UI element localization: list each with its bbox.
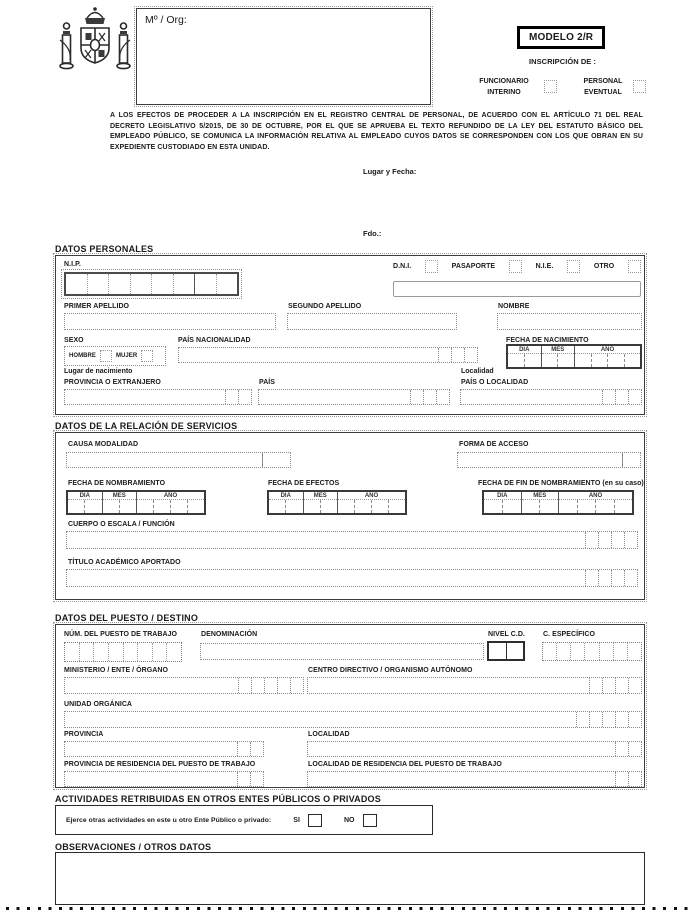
ministerio-label: MINISTERIO / ENTE / ÓRGANO xyxy=(64,667,168,674)
pasaporte-checkbox[interactable] xyxy=(509,260,522,273)
si-checkbox[interactable] xyxy=(308,814,322,827)
causa-modalidad-label: CAUSA MODALIDAD xyxy=(68,441,139,448)
dni-label: D.N.I. xyxy=(393,263,412,270)
provincia-extranjero-input[interactable] xyxy=(64,389,252,405)
ano-header: AÑO xyxy=(575,346,640,354)
section-title-puesto-destino: DATOS DEL PUESTO / DESTINO xyxy=(55,613,199,623)
segundo-apellido-input[interactable] xyxy=(287,313,457,330)
pais-localidad-input[interactable] xyxy=(460,389,642,405)
primer-apellido-label: PRIMER APELLIDO xyxy=(64,303,130,310)
denominacion-input[interactable] xyxy=(200,643,484,660)
localidad-label: Localidad xyxy=(461,368,494,375)
unidad-organica-label: UNIDAD ORGÁNICA xyxy=(64,701,133,708)
pais-localidad-label: PAÍS O LOCALIDAD xyxy=(461,379,529,386)
causa-modalidad-input[interactable] xyxy=(66,452,291,468)
sexo-label: SEXO xyxy=(64,337,84,344)
localidad-puesto-label: LOCALIDAD xyxy=(308,731,350,738)
ministerio-input[interactable] xyxy=(64,677,304,694)
provincia-residencia-input[interactable] xyxy=(64,771,264,787)
centro-directivo-label: CENTRO DIRECTIVO / ORGANISMO AUTÓNOMO xyxy=(308,667,473,674)
otro-label: OTRO xyxy=(593,263,615,270)
nip-label: N.I.P. xyxy=(64,261,81,268)
nivel-cd-label: NIVEL C.D. xyxy=(488,631,525,638)
num-puesto-grid[interactable] xyxy=(64,642,182,662)
signature-label: Fdo.: xyxy=(363,229,382,238)
hombre-label: HOMBRE xyxy=(69,353,96,359)
section-relacion-servicios xyxy=(55,432,645,600)
id-document-number-input[interactable] xyxy=(393,281,641,297)
pasaporte-label: PASAPORTE xyxy=(451,263,496,270)
bottom-dotted-separator xyxy=(6,907,694,910)
fecha-efectos-grid[interactable] xyxy=(267,490,407,515)
pais-input[interactable] xyxy=(258,389,450,405)
funcionario-interino-checkbox[interactable] xyxy=(544,80,557,93)
localidad-input[interactable] xyxy=(307,741,642,757)
ministry-org-label: Mº / Org: xyxy=(145,14,187,26)
id-document-row xyxy=(393,260,641,273)
section-title-observaciones: OBSERVACIONES / OTROS DATOS xyxy=(55,842,212,852)
inscription-title: INSCRIPCIÓN DE : xyxy=(528,57,597,66)
section-title-relacion-servicios: DATOS DE LA RELACIÓN DE SERVICIOS xyxy=(55,421,238,431)
mujer-label: MUJER xyxy=(115,353,138,359)
provincia-input[interactable] xyxy=(64,741,264,757)
actividades-question-label: Ejerce otras actividades en este u otro Ente Público o privado: xyxy=(66,816,272,824)
titulo-academico-input[interactable] xyxy=(66,569,638,587)
mujer-checkbox[interactable] xyxy=(141,350,153,362)
provincia-residencia-label: PROVINCIA DE RESIDENCIA DEL PUESTO DE TRABAJO xyxy=(64,761,256,768)
localidad-residencia-input[interactable] xyxy=(307,771,642,787)
actividades-question-box xyxy=(55,805,433,835)
place-date-label: Lugar y Fecha: xyxy=(363,167,417,176)
mes-header: MES xyxy=(542,346,575,354)
section-datos-personales xyxy=(55,255,645,415)
cuerpo-escala-label: CUERPO O ESCALA / FUNCIÓN xyxy=(68,521,175,528)
observaciones-textarea[interactable] xyxy=(55,852,645,905)
dni-checkbox[interactable] xyxy=(425,260,438,273)
pais-nacionalidad-input[interactable] xyxy=(178,347,478,363)
forma-acceso-label: FORMA DE ACCESO xyxy=(459,441,529,448)
si-label: SI xyxy=(293,816,300,824)
pais-label: PAÍS xyxy=(259,379,276,386)
sexo-selector xyxy=(64,346,166,366)
mes-header: MES xyxy=(103,492,137,500)
section-title-datos-personales: DATOS PERSONALES xyxy=(55,244,154,254)
denominacion-label: DENOMINACIÓN xyxy=(201,631,258,638)
fecha-fin-nombramiento-grid[interactable] xyxy=(482,490,634,515)
localidad-residencia-label: LOCALIDAD DE RESIDENCIA DEL PUESTO DE TRABAJO xyxy=(308,761,502,768)
dia-header: DIA xyxy=(508,346,541,354)
hombre-checkbox[interactable] xyxy=(100,350,112,362)
nip-input-grid[interactable] xyxy=(64,272,239,296)
provincia-label: PROVINCIA xyxy=(64,731,104,738)
ano-header: AÑO xyxy=(559,492,632,500)
ministry-org-box[interactable] xyxy=(136,8,431,105)
centro-directivo-input[interactable] xyxy=(307,677,642,694)
nie-checkbox[interactable] xyxy=(567,260,580,273)
dia-header: DIA xyxy=(484,492,521,500)
cuerpo-escala-input[interactable] xyxy=(66,531,638,549)
nombre-input[interactable] xyxy=(497,313,642,330)
fecha-nacimiento-label: FECHA DE NACIMIENTO xyxy=(506,337,589,344)
nivel-cd-grid[interactable] xyxy=(487,641,525,661)
c-especifico-grid[interactable] xyxy=(542,642,642,661)
fecha-nombramiento-label: FECHA DE NOMBRAMIENTO xyxy=(68,480,166,487)
primer-apellido-input[interactable] xyxy=(64,313,276,330)
fecha-fin-nombramiento-label: FECHA DE FIN DE NOMBRAMIENTO (en su caso) xyxy=(478,480,644,487)
fecha-efectos-label: FECHA DE EFECTOS xyxy=(268,480,340,487)
pais-nacionalidad-label: PAÍS NACIONALIDAD xyxy=(178,337,251,344)
lugar-nacimiento-label: Lugar de nacimiento xyxy=(64,368,133,375)
ano-header: AÑO xyxy=(137,492,204,500)
ano-header: AÑO xyxy=(338,492,405,500)
fecha-nombramiento-grid[interactable] xyxy=(66,490,206,515)
unidad-organica-input[interactable] xyxy=(64,711,642,728)
mes-header: MES xyxy=(522,492,559,500)
model-badge: MODELO 2/R xyxy=(517,26,605,49)
legal-text: A LOS EFECTOS DE PROCEDER A LA INSCRIPCIÓN EN EL REGISTRO CENTRAL DE PERSONAL, DE ACUERDO CON EL ARTÍCULO 71 DEL REAL DECRETO LEGISLATIVO 5/2015, DE 30 DE OCTUBRE, POR EL QUE SE APRUEBA EL TEXTO REFUNDIDO DE LA LEY DEL ESTATUTO BÁSICO DEL EMPLEADO PÚBLICO, SE COMUNICA LA INFORMACIÓN RELATIVA AL EMPLEADO CUYOS DATOS SE CORRESPONDEN CON LOS QUE OBRAN EN SU EXPEDIENTE CUSTODIADO EN ESTA UNIDAD. xyxy=(110,112,643,151)
section-title-actividades: ACTIVIDADES RETRIBUIDAS EN OTROS ENTES PÚBLICOS O PRIVADOS xyxy=(55,794,381,804)
personal-eventual-checkbox[interactable] xyxy=(633,80,646,93)
c-especifico-label: C. ESPECÍFICO xyxy=(543,631,595,638)
nie-label: N.I.E. xyxy=(535,263,554,270)
nombre-label: NOMBRE xyxy=(498,303,530,310)
fecha-nacimiento-grid[interactable] xyxy=(506,344,642,369)
provincia-extranjero-label: PROVINCIA O EXTRANJERO xyxy=(64,379,161,386)
mes-header: MES xyxy=(304,492,338,500)
section-puesto-destino xyxy=(55,624,645,788)
funcionario-interino-label: FUNCIONARIO INTERINO xyxy=(479,78,529,96)
titulo-academico-label: TÍTULO ACADÉMICO APORTADO xyxy=(68,559,181,566)
num-puesto-label: NÚM. DEL PUESTO DE TRABAJO xyxy=(64,631,178,638)
otro-checkbox[interactable] xyxy=(628,260,641,273)
spain-coat-of-arms-icon xyxy=(58,4,134,82)
dia-header: DIA xyxy=(269,492,303,500)
dia-header: DIA xyxy=(68,492,102,500)
no-label: NO xyxy=(343,816,355,824)
personal-eventual-label: PERSONAL EVENTUAL xyxy=(583,78,623,96)
segundo-apellido-label: SEGUNDO APELLIDO xyxy=(288,303,362,310)
no-checkbox[interactable] xyxy=(363,814,377,827)
forma-acceso-input[interactable] xyxy=(457,452,641,468)
